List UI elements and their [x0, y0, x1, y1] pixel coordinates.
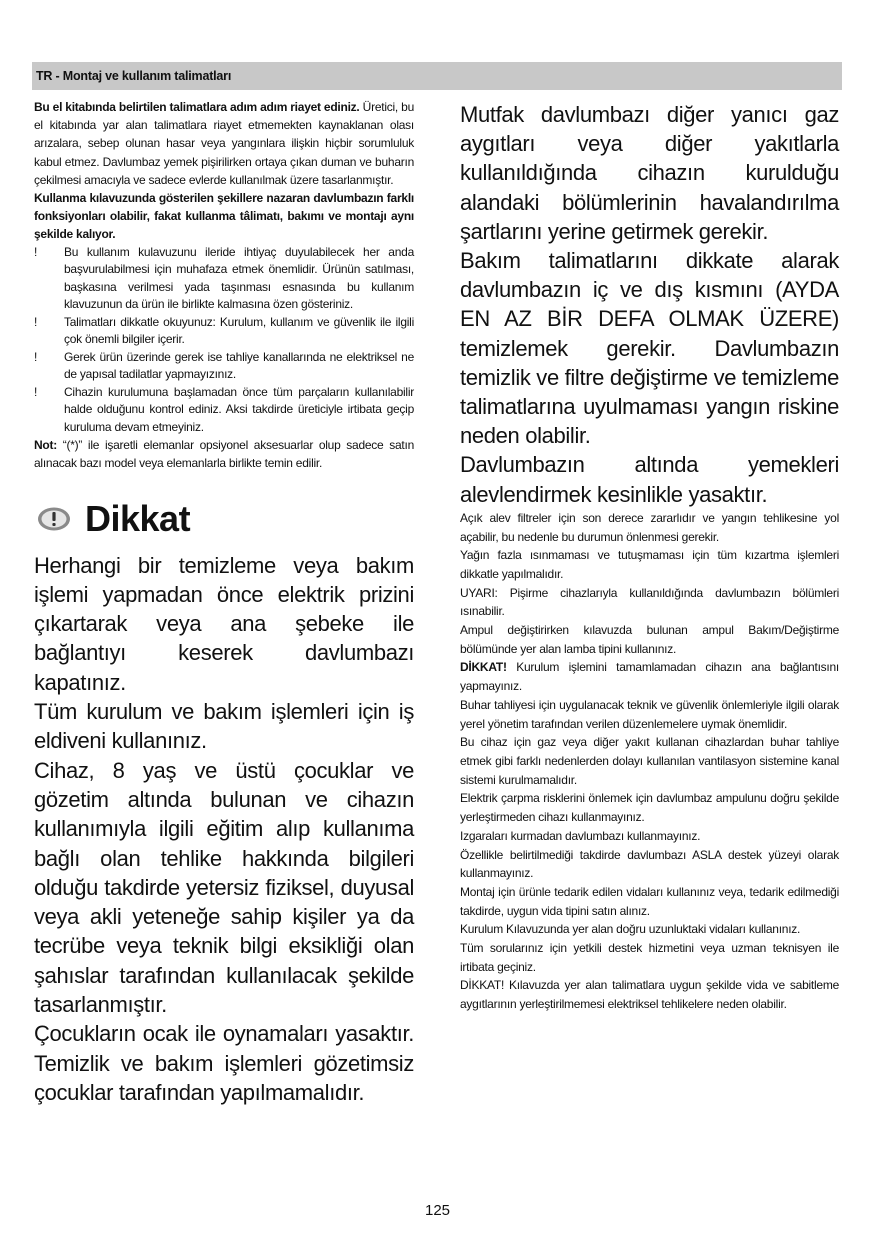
intro-text: Üretici, bu el kitabında yar alan talimatlara riayet etmemekten kaynaklanan olası arızalara, sebep olunan hasar veya yangınlara ilişkin hiçbir sorumluluk kabul etmez. Davlumbaz yemek pişirilirken ortaya çıkan duman ve buharın çekilmesi amacıyla ve sadece evlerde kullanılmak üzere tasarlanmıştır. — [34, 100, 414, 187]
exclamation-icon: ! — [34, 314, 38, 329]
big-paragraph: Davlumbazın altında yemekleri alevlendirmek kesinlikle yasaktır. — [460, 452, 839, 507]
big-paragraph: Tüm kurulum ve bakım işlemleri için iş eldiveni kullanınız. — [34, 699, 414, 754]
section-title: TR - Montaj ve kullanım talimatları — [36, 69, 232, 83]
small-paragraph: Kurulum Kılavuzunda yer alan doğru uzunluktaki vidaları kullanınız. — [460, 922, 801, 937]
list-item: ! Cihazin kurulumuna başlamadan önce tüm parçaların kullanılabilir halde olduğunu kontrol ediniz. Aksi takdirde üreticiyle irtibata geçip kuruluma devam etmeyiniz. — [34, 384, 414, 434]
intro-paragraph — [34, 98, 414, 189]
small-paragraph: Açık alev filtreler için son derece zararlıdır ve yangın tehlikesine yol açabilir, bu nedenle bu durumun önlenmesi gerekir. — [460, 510, 839, 544]
dikkat-heading — [34, 495, 414, 543]
small-paragraph: Ampul değiştirirken kılavuzda bulunan ampul Bakım/Değiştirme bölümünde yer alan lamba tipini kullanınız. — [460, 623, 839, 656]
exclamation-icon: ! — [34, 349, 38, 364]
small-paragraph: Elektrik çarpma risklerini önlemek için davlumbaz ampulunu doğru şekilde yerleştirmeden cihazı kullanmayınız. — [460, 791, 839, 825]
warning-list — [34, 244, 414, 437]
small-paragraph: Yağın fazla ısınmaması ve tutuşmaması için tüm kızartma işlemleri dikkatle yapılmalıdır. — [460, 548, 839, 581]
small-paragraph: Izgaraları kurmadan davlumbazı kullanmayınız. — [460, 828, 701, 843]
left-column — [34, 98, 414, 1107]
note-label: Not: — [34, 438, 57, 453]
dikkat-title: Dikkat — [85, 497, 191, 539]
section-header — [32, 62, 842, 90]
note-paragraph: Not: “(*)” ile işaretli elemanlar opsiyonel aksesuarlar olup sadece satın alınacak bazı model veya elemanlarla birlikte temin edilir. — [34, 438, 414, 471]
list-item: ! Gerek ürün üzerinde gerek ise tahliye kanallarında ne elektriksel ne de yapısal tadilatlar yapmayızınız. — [34, 349, 414, 382]
intro-bold: Bu el kitabında belirtilen talimatlara adım adım riayet ediniz. — [34, 100, 360, 114]
big-paragraph: Herhangi bir temizleme veya bakım işlemi yapmadan önce elektrik prizini çıkartarak veya ana şebeke ile bağlantıyı keserek davlumbazı kapatınız. — [34, 552, 414, 695]
small-paragraph: Özellikle belirtilmediği takdirde davlumbazı ASLA destek yüzeyi olarak kullanmayınız. — [460, 847, 839, 881]
exclamation-icon: ! — [34, 384, 38, 399]
small-paragraph: Montaj için ürünle tedarik edilen vidaları kullanınız veya, tedarik edilmediği takdirde, uygun vida tipini satın alınız. — [460, 884, 839, 918]
small-paragraph: DİKKAT! Kurulum işlemini tamamlamadan cihazın ana bağlantısını yapmayınız. — [460, 660, 839, 694]
small-paragraph: Bu cihaz için gaz veya diğer yakıt kullanan cihazlardan buhar tahliye etmek gibi farklı nedenlerden dolayı kullanılan vantilasyon sistemine kanal sistemi kurulmamalıdır. — [460, 735, 839, 787]
right-column — [460, 100, 839, 1014]
page-number: 125 — [424, 1202, 451, 1219]
small-paragraph: DİKKAT! Kılavuzda yer alan talimatlara uygun şekilde vida ve sabitleme aygıtlarının yerleştirilmemesi elektriksel tehlikelere neden olabilir. — [460, 978, 839, 1012]
big-paragraph: Bakım talimatlarını dikkate alarak davlumbazın iç ve dış kısmını (AYDA EN AZ BİR DEFA OLMAK ÜZERE) temizlemek gerekir. Davlumbazın temizlik ve filtre değiştirme ve temizleme talimatlarına uyulmaması yangın riskine neden olabilir. — [460, 248, 839, 449]
intro-bold-paragraph: Kullanma kılavuzunda gösterilen şekillere nazaran davlumbazın farklı fonksiyonları olabilir, fakat kullanma tâlimatı, bakımı ve montajı aynı şekilde kalıyor. — [34, 191, 414, 242]
small-paragraph: Buhar tahliyesi için uygulanacak teknik ve güvenlik önlemleriyle ilgili olarak yerel yönetim tarafından verilen düzenlemelere uymak önemlidir. — [460, 697, 839, 731]
small-paragraph: Tüm sorularınız için yetkili destek hizmetini veya uzman teknisyen ile irtibata geçiniz. — [460, 941, 839, 974]
big-paragraph: Çocukların ocak ile oynamaları yasaktır. Temizlik ve bakım işlemleri gözetimsiz çocuklar tarafından yapılmamalıdır. — [34, 1021, 414, 1105]
warning-icon — [37, 506, 71, 532]
big-paragraph: Mutfak davlumbazı diğer yanıcı gaz aygıtları veya diğer yakıtlarla kullanıldığında cihazın kurulduğu alandaki bölümlerinin havalandırılma şartlarını yerine getirmek gerekir. — [460, 102, 839, 244]
dikkat-label: DİKKAT! — [460, 660, 507, 675]
small-paragraph: UYARI: Pişirme cihazlarıyla kullanıldığında davlumbazın bölümleri ısınabilir. — [460, 585, 839, 619]
list-item: ! Bu kullanım kulavuzunu ileride ihtiyaç duyulabilecek her anda başvurulabilmesi için muhafaza etmek önemlidir. Ürünün satılması, başkasına verilmesi yada taşınması esnasında bu kullanım klavuzunun da ürün ile birlikte kalmasına özen gösteriniz. — [34, 244, 414, 312]
big-paragraph: Cihaz, 8 yaş ve üstü çocuklar ve gözetim altında bulunan ve cihazın kullanımıyla ilgili eğitim alıp kullanıma bağlı olan tehlike hakkında bilgileri olduğu takdirde yetersiz fiziksel, duyusal veya akli yeteneğe sahip kişiler ya da tecrübe veya teknik bilgi eksikliği olan şahıslar tarafından kullanılacak şekilde tasarlanmıştır. — [34, 757, 414, 1017]
exclamation-icon: ! — [34, 244, 38, 259]
list-item: ! Talimatları dikkatle okuyunuz: Kurulum, kullanım ve güvenlik ile ilgili çok önemli bilgiler içerir. — [34, 314, 414, 347]
